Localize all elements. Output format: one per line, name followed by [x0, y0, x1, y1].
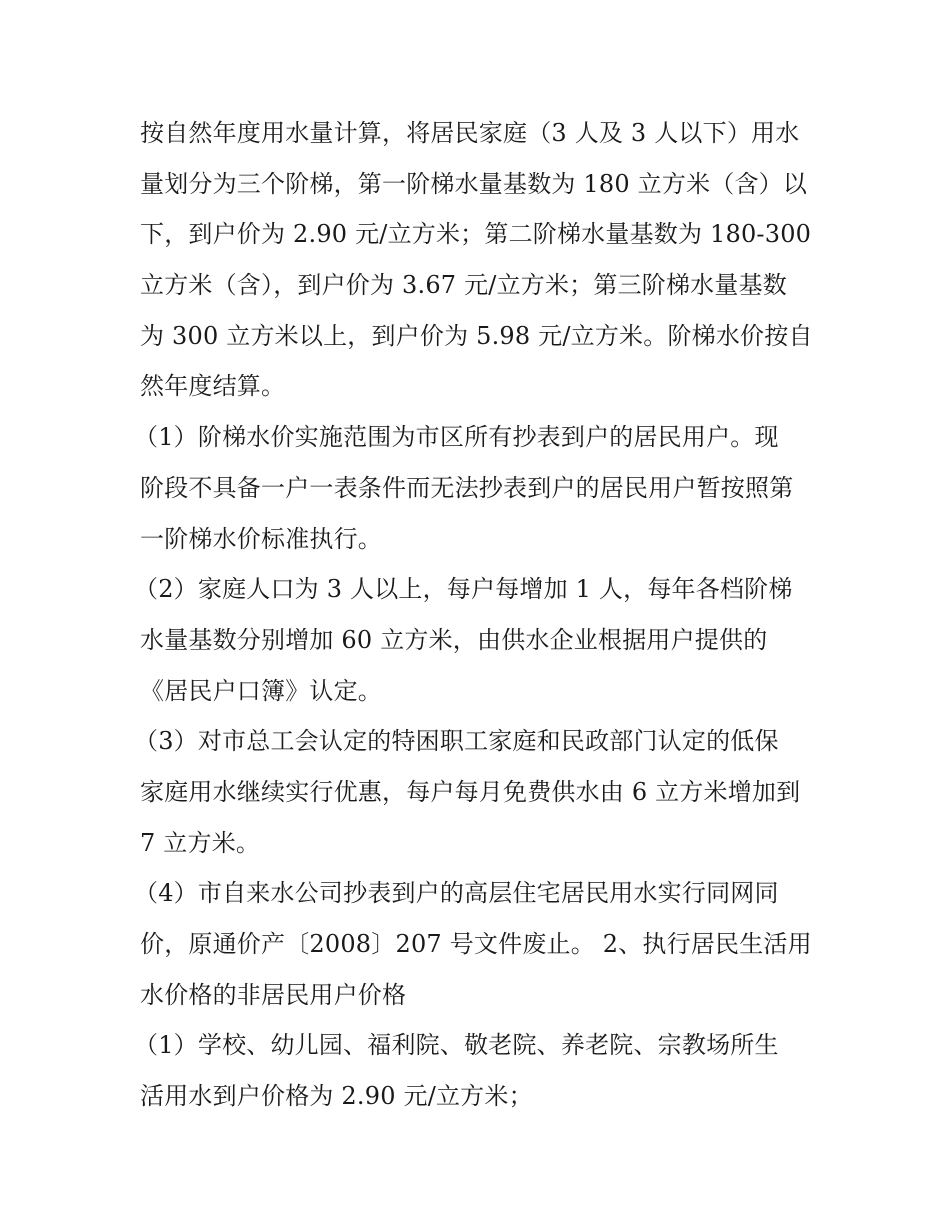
text-line: （1）学校、幼儿园、福利院、敬老院、养老院、宗教场所生: [134, 1031, 779, 1060]
text-line: 价，原通价产〔2008〕207 号文件废止。 2、执行居民生活用: [140, 930, 812, 958]
paragraph-item-3-subsidy: [134, 716, 812, 868]
text-line: （4）市自来水公司抄表到户的高层住宅居民用水实行同网同: [134, 879, 779, 908]
text-line: （2）家庭人口为 3 人以上，每户每增加 1 人，每年各档阶梯: [134, 575, 793, 604]
text-line: （1）阶梯水价实施范围为市区所有抄表到户的居民用户。现: [134, 423, 779, 452]
paragraph-item-1-scope: [134, 412, 812, 564]
text-line: 家庭用水继续实行优惠，每户每月免费供水由 6 立方米增加到: [140, 777, 801, 806]
text-line: 量划分为三个阶梯，第一阶梯水量基数为 180 立方米（含）以: [140, 169, 808, 198]
text-line: 按自然年度用水量计算，将居民家庭（3 人及 3 人以下）用水: [140, 119, 800, 147]
text-line: 下，到户价为 2.90 元/立方米；第二阶梯水量基数为 180-300: [140, 220, 812, 249]
text-line: 立方米（含），到户价为 3.67 元/立方米；第三阶梯水量基数: [140, 271, 787, 300]
text-line: 然年度结算。: [140, 372, 286, 401]
text-line: 水价格的非居民用户价格: [140, 980, 407, 1009]
text-line: 7 立方米。: [140, 828, 261, 857]
paragraph-item-4-high-rise: [134, 868, 812, 1020]
paragraph-item-2-household-size: [134, 564, 812, 716]
text-line: 活用水到户价格为 2.90 元/立方米；: [140, 1082, 533, 1111]
document-body: [134, 108, 813, 1122]
paragraph-tiered-pricing-intro: [140, 108, 812, 412]
text-line: 水量基数分别增加 60 立方米，由供水企业根据用户提供的: [140, 625, 768, 654]
text-line: 阶段不具备一户一表条件而无法抄表到户的居民用户暂按照第: [140, 473, 794, 502]
paragraph-nonresidential-item-1: [134, 1020, 812, 1121]
text-line: 为 300 立方米以上，到户价为 5.98 元/立方米。阶梯水价按自: [140, 321, 813, 350]
text-line: 一阶梯水价标准执行。: [140, 524, 382, 553]
text-line: （3）对市总工会认定的特困职工家庭和民政部门认定的低保: [134, 727, 779, 756]
text-line: 《居民户口簿》认定。: [140, 676, 382, 705]
